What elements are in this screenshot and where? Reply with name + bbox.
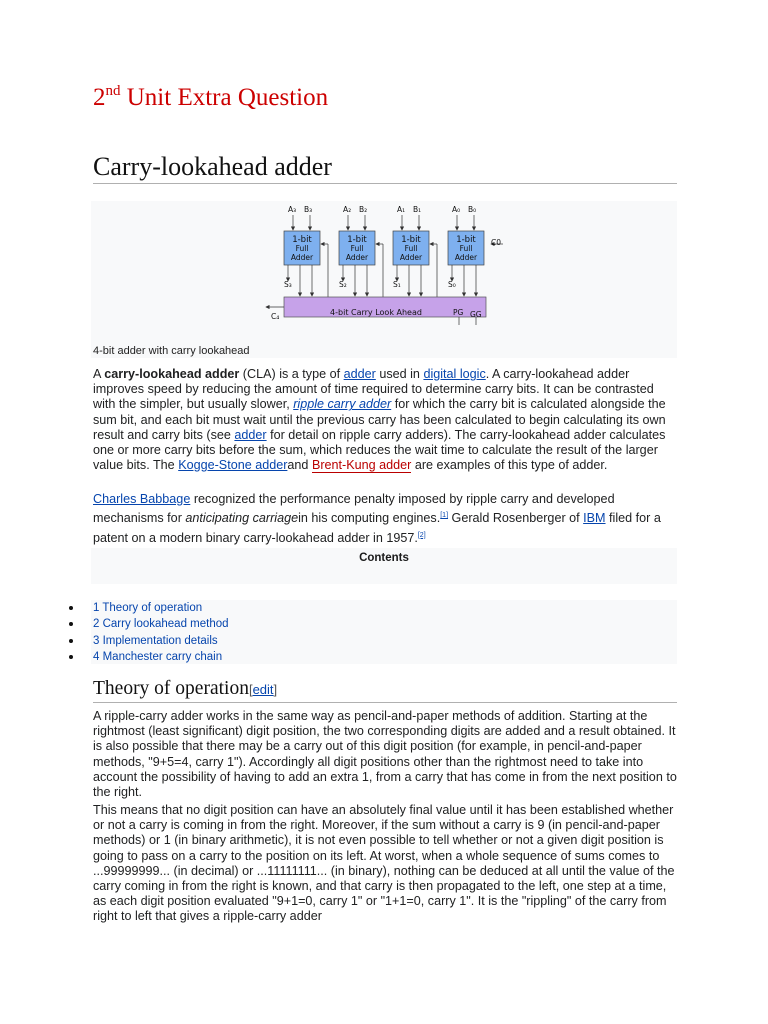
contents-header: Contents [91,548,677,584]
toc-link-method[interactable]: 2 Carry lookahead method [93,618,229,631]
kogge-stone-link[interactable]: Kogge-Stone adder [178,458,288,473]
toc-link-implementation[interactable]: 3 Implementation details [93,634,218,647]
full-adder-label: Adder [290,253,314,262]
section-heading: Theory of operation[edit] [93,678,278,699]
adder-link[interactable]: adder [343,367,376,381]
title-divider [93,183,677,184]
sum-label: S₃ [284,280,292,289]
ripple-carry-link[interactable]: ripple carry adder [293,397,392,412]
full-adder-label: 1-bit [292,235,312,245]
table-of-contents [91,600,677,664]
brent-kung-link[interactable]: Brent-Kung adder [311,458,412,473]
full-adder-label: Full [404,244,418,253]
input-label-b: B₂ [359,205,368,214]
figure-caption: 4-bit adder with carry lookahead [93,345,250,357]
digital-logic-link[interactable]: digital logic [423,367,486,381]
article-title: Carry-lookahead adder [93,152,332,181]
edit-link[interactable]: edit [252,682,274,697]
pg-label: PG [453,308,464,317]
section-divider [93,702,677,703]
full-adder-label: Full [459,244,473,253]
babbage-link[interactable]: Charles Babbage [93,492,191,506]
cla-diagram [91,201,677,341]
theory-paragraph-2: This means that no digit position can have an absolutely final value until it has been established whether or not a carry is coming in from the right. Moreover, if the sum without a carry is 9 (in pencil-and-paper methods) or 1 (in binary arithmetic), it is not even possible to tell whether or not a given digit position is going to pass on a carry to the position on its left. At worst, when a whole sequence of sums comes to ...99999999... (in decimal) or ...11111111... (in binary), nothing can be deduced at all until the value of the carry coming in from the right is known, and that carry is then propagated to the left, one step at a time, as each digit position evaluated "9+1=0, carry 1" or "1+1=0, carry 1". It is the "rippling" of the carry from right to left that gives a ripple-carry adder [93,803,675,924]
input-label-a: A₁ [397,205,406,214]
c4-label: C₄ [271,312,280,321]
ref-1-link[interactable]: [1] [440,512,449,520]
toc-item [91,616,677,632]
sum-label: S₁ [393,280,401,289]
toc-item [91,600,677,616]
input-label-a: A₀ [452,205,461,214]
full-adder-label: 1-bit [401,235,421,245]
full-adder-label: Adder [399,253,423,262]
full-adder-label: 1-bit [456,235,476,245]
input-label-a: A₃ [288,205,297,214]
gg-label: GG [470,310,482,319]
sum-label: S₀ [448,280,456,289]
cla-figure [91,201,677,358]
unit-heading: 2nd Unit Extra Question [93,83,329,111]
full-adder-label: 1-bit [347,235,367,245]
ref-2-link[interactable]: [2] [417,531,426,539]
intro-paragraph: A carry-lookahead adder (CLA) is a type of adder used in digital logic. A carry-lookahead adder improves speed by reducing the amount of time required to determine carry bits. It can be contrasted with the simpler, but usually slower, ripple carry adder for which the carry bit is calculated alongside the sum bit, and each bit must wait until the previous carry has been calculated to begin calculating its own result and carry bits (see adder for detail on ripple carry adders). The carry-lookahead adder calculates one or more carry bits before the sum, which reduces the wait time to calculate the result of the larger value bits. The Kogge-Stone adderand Brent-Kung adder are examples of this type of adder. [93,367,666,473]
toc-link-theory[interactable]: 1 Theory of operation [93,602,203,614]
history-paragraph: Charles Babbage recognized the performance penalty imposed by ripple carry and developed mechanisms for anticipating carriagein his computing engines.[1] Gerald Rosenberger of IBM filed for a patent on a modern binary carry-lookahead adder in 1957.[2] [93,492,661,545]
input-label-b: B₁ [413,205,422,214]
sum-label: S₂ [339,280,347,289]
input-label-a: A₂ [343,205,352,214]
full-adder-label: Adder [454,253,478,262]
full-adder-label: Full [295,244,309,253]
toc-item [91,649,677,665]
full-adder-label: Adder [345,253,369,262]
toc-link-manchester[interactable]: 4 Manchester carry chain [93,650,223,663]
input-label-b: B₀ [468,205,477,214]
full-adder-label: Full [350,244,364,253]
cla-label: 4-bit Carry Look Ahead [330,308,422,317]
adder-link-2[interactable]: adder [234,427,267,442]
ibm-link[interactable]: IBM [583,511,606,526]
toc-item [91,633,677,649]
theory-paragraph-1: A ripple-carry adder works in the same way as pencil-and-paper methods of addition. Starting at the rightmost (least significant) digit position, the two corresponding digits are added and a result obtained. It is also possible that there may be a carry out of this digit position (for example, in pencil-and-paper methods, "9+5=4, carry 1"). Accordingly all digit positions other than the rightmost need to take into account the possibility of having to add an extra 1, from a carry that has come in from the next position to the right. [93,709,677,800]
c0-label: C0 [491,238,502,247]
input-label-b: B₃ [304,205,313,214]
